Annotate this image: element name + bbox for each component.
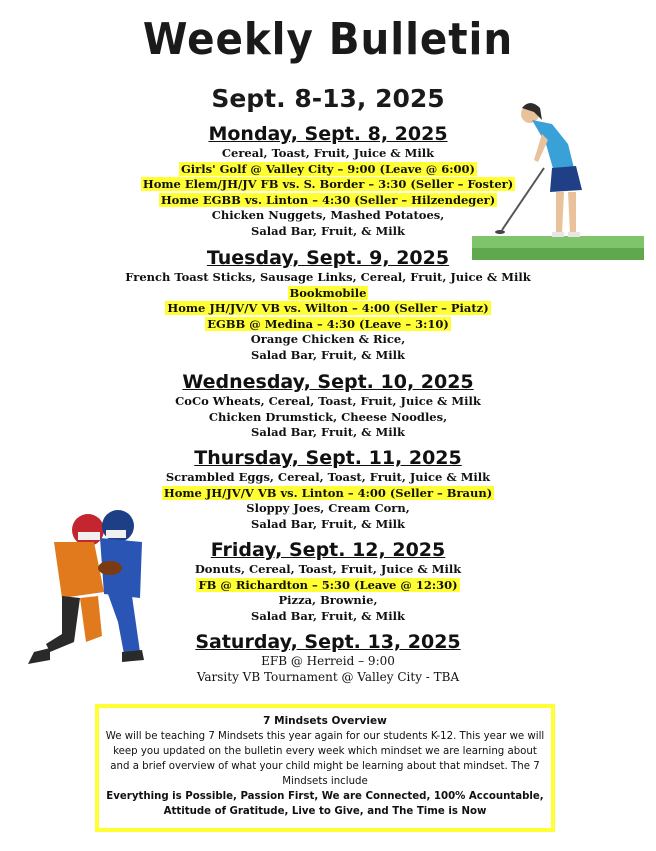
football-players-illustration: [14, 502, 164, 672]
line-text: Varsity VB Tournament @ Valley City - TBA: [196, 669, 460, 684]
event-line: [0, 317, 656, 333]
menu-line: [0, 270, 656, 286]
line-text: Pizza, Brownie,: [278, 593, 378, 608]
day-heading: Monday, Sept. 8, 2025: [208, 123, 448, 145]
line-text: Salad Bar, Fruit, & Milk: [251, 347, 405, 362]
golfer-illustration: [472, 98, 644, 260]
event-line: [0, 301, 656, 317]
line-text: Salad Bar, Fruit, & Milk: [251, 425, 405, 440]
day-section: [0, 370, 656, 441]
line-text: Cereal, Toast, Fruit, Juice & Milk: [221, 146, 435, 160]
line-text: Sloppy Joes, Cream Corn,: [246, 501, 410, 516]
day-heading: Friday, Sept. 12, 2025: [210, 539, 446, 561]
line-text: EGBB @ Medina – 4:30 (Leave – 3:10): [207, 316, 449, 331]
line-text: FB @ Richardton – 5:30 (Leave @ 12:30): [198, 577, 458, 592]
day-heading: Thursday, Sept. 11, 2025: [194, 447, 462, 469]
line-text: Donuts, Cereal, Toast, Fruit, Juice & Milk: [194, 562, 462, 576]
line-text: Girls' Golf @ Valley City – 9:00 (Leave @ 6:00): [180, 161, 475, 176]
line-text: Chicken Drumstick, Cheese Noodles,: [208, 409, 448, 424]
line-text: Scrambled Eggs, Cereal, Toast, Fruit, Juice & Milk: [165, 470, 491, 484]
mindsets-title: 7 Mindsets Overview: [263, 715, 387, 727]
line-text: Salad Bar, Fruit, & Milk: [251, 516, 405, 531]
mindsets-body: We will be teaching 7 Mindsets this year again for our students K-12. This year we will keep you updated on the bulletin every week which mindset we are learning about and a brief overview of what your child might be learning about that mindset. The 7 Mindsets include: [105, 731, 545, 787]
bulletin-title: Weekly Bulletin: [142, 14, 514, 65]
line-text: CoCo Wheats, Cereal, Toast, Fruit, Juice & Milk: [175, 394, 481, 408]
line-text: Home Elem/JH/JV FB vs. S. Border – 3:30 (Seller – Foster): [142, 177, 514, 192]
menu-line: [0, 425, 656, 441]
line-text: Home EGBB vs. Linton – 4:30 (Seller – Hilzendeger): [160, 192, 496, 207]
mindsets-box: [95, 704, 555, 832]
menu-line: [0, 394, 656, 410]
event-line: [0, 286, 656, 302]
menu-line: [0, 332, 656, 348]
mindsets-list: Everything is Possible, Passion First, We are Connected, 100% Accountable, Attitude of Gratitude, Live to Give, and The Time is Now: [106, 791, 544, 817]
line-text: EFB @ Herreid – 9:00: [261, 654, 395, 668]
line-text: Home JH/JV/V VB vs. Wilton – 4:00 (Seller – Piatz): [167, 301, 489, 316]
line-text: Chicken Nuggets, Mashed Potatoes,: [211, 208, 445, 223]
line-text: Salad Bar, Fruit, & Milk: [251, 223, 405, 238]
date-range: Sept. 8-13, 2025: [211, 84, 445, 113]
line-text: French Toast Sticks, Sausage Links, Cereal, Fruit, Juice & Milk: [125, 270, 531, 284]
day-heading: Wednesday, Sept. 10, 2025: [182, 371, 474, 393]
line-text: Home JH/JV/V VB vs. Linton – 4:00 (Seller – Braun): [163, 485, 493, 500]
menu-line: [0, 348, 656, 364]
day-heading: Tuesday, Sept. 9, 2025: [206, 247, 450, 269]
menu-line: [0, 470, 656, 486]
event-line: [0, 486, 656, 502]
day-heading: Saturday, Sept. 13, 2025: [195, 631, 461, 653]
day-section: [0, 246, 656, 364]
line-text: Orange Chicken & Rice,: [250, 332, 406, 347]
menu-line: [0, 410, 656, 426]
line-text: Salad Bar, Fruit, & Milk: [251, 608, 405, 623]
line-text: Bookmobile: [289, 285, 367, 300]
